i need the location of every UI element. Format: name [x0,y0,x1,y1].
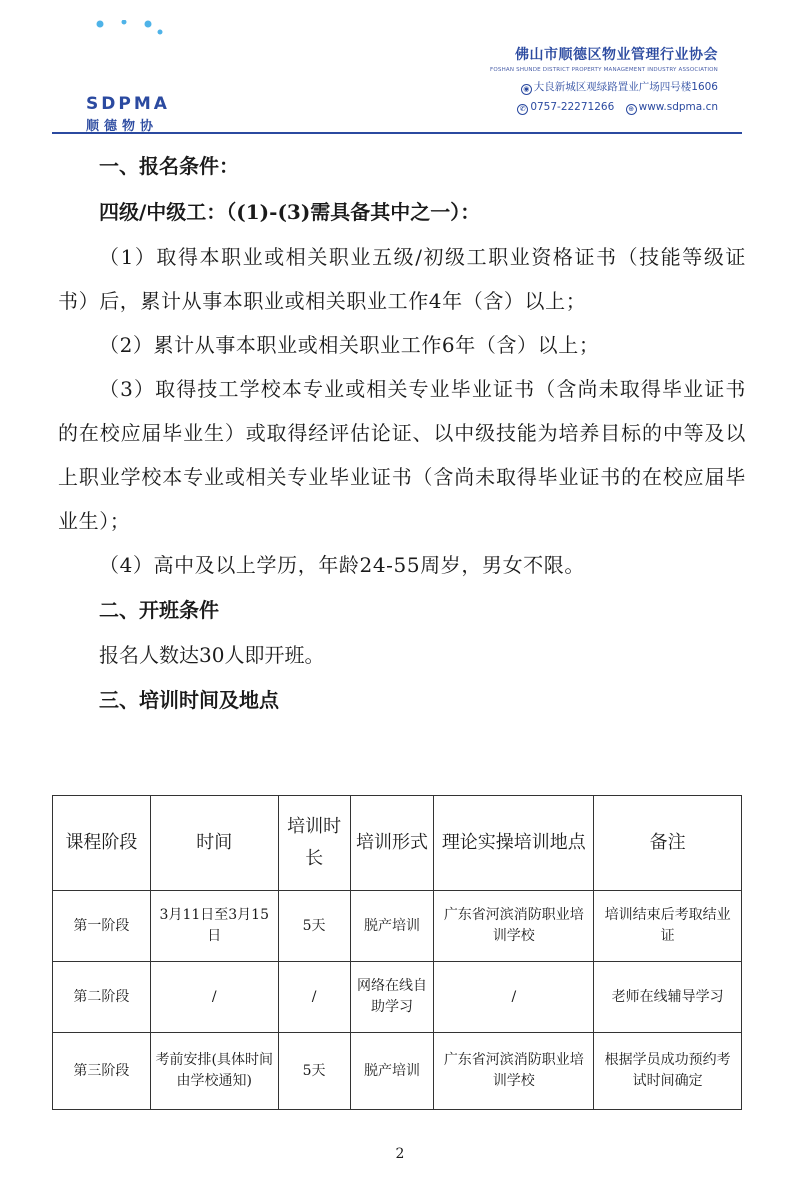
condition-item-4: （4）高中及以上学历，年龄24-55周岁，男女不限。 [99,553,585,577]
cell: 网络在线自助学习 [350,962,434,1033]
org-name: 佛山市顺德区物业管理行业协会 [515,47,718,63]
letterhead [0,0,800,138]
table-header-row [53,796,742,891]
cell: 第一阶段 [53,891,151,962]
header-location: 理论实操培训地点 [434,796,594,891]
table-row [53,891,742,962]
cell: / [150,962,278,1033]
location-pin-icon: ◉ [521,84,532,95]
org-website: www.sdpma.cn [638,101,718,113]
organization-info [458,44,718,115]
page-number: 2 [395,1146,405,1162]
cell: 脱产培训 [350,1033,434,1110]
table-row [53,1033,742,1110]
table-row [53,962,742,1033]
section-3-title: 三、培训时间及地点 [99,688,279,712]
cell: 第二阶段 [53,962,151,1033]
section-1-subtitle: 四级/中级工：（(1)-(3)需具备其中之一）： [99,200,481,224]
cell: 3月11日至3月15日 [150,891,278,962]
cell: 脱产培训 [350,891,434,962]
header-stage: 课程阶段 [53,796,151,891]
cell: 广东省河滨消防职业培训学校 [434,891,594,962]
logo-en: SDPMA [86,94,170,114]
section-1-title: 一、报名条件： [99,154,239,178]
org-address: ◉ 大良新城区观绿路置业广场四号楼1606 [458,79,718,95]
condition-item-1: （1）取得本职业或相关职业五级/初级工职业资格证书（技能等级证书）后，累计从事本职业或相关职业工作4年（含）以上； [58,245,746,313]
training-schedule-table [52,795,742,1110]
cell: / [434,962,594,1033]
logo-cn: 顺德物协 [86,119,159,134]
cell: 5天 [278,1033,350,1110]
logo-wordmark [86,94,196,134]
header-format: 培训形式 [350,796,434,891]
org-name-en: FOSHAN SHUNDE DISTRICT PROPERTY MANAGEMENT INDUSTRY ASSOCIATION [489,67,718,73]
cell: / [278,962,350,1033]
org-contact [458,101,718,115]
condition-item-2: （2）累计从事本职业或相关职业工作6年（含）以上； [99,333,600,357]
cell: 考前安排(具体时间由学校通知) [150,1033,278,1110]
cell: 根据学员成功预约考试时间确定 [594,1033,742,1110]
cell: 老师在线辅导学习 [594,962,742,1033]
cell: 第三阶段 [53,1033,151,1110]
header-remarks: 备注 [594,796,742,891]
cell: 广东省河滨消防职业培训学校 [434,1033,594,1110]
cell: 培训结束后考取结业证 [594,891,742,962]
header-rule [52,132,742,134]
globe-icon: ⊕ [626,104,637,115]
section-2-text: 报名人数达30人即开班。 [99,643,325,667]
cell: 5天 [278,891,350,962]
section-2-title: 二、开班条件 [99,598,219,622]
phone-icon: ✆ [517,104,528,115]
document-body [58,143,746,723]
org-phone: 0757-22271266 [530,101,615,113]
header-time: 时间 [150,796,278,891]
condition-item-3: （3）取得技工学校本专业或相关专业毕业证书（含尚未取得毕业证书的在校应届毕业生）或取得经评估论证、以中级技能为培养目标的中等及以上职业学校本专业或相关专业毕业证书（含尚未取得毕业证书的在校应届毕业生）； [58,377,746,533]
sdpma-logo-icon [82,20,178,92]
header-duration: 培训时长 [278,796,350,891]
